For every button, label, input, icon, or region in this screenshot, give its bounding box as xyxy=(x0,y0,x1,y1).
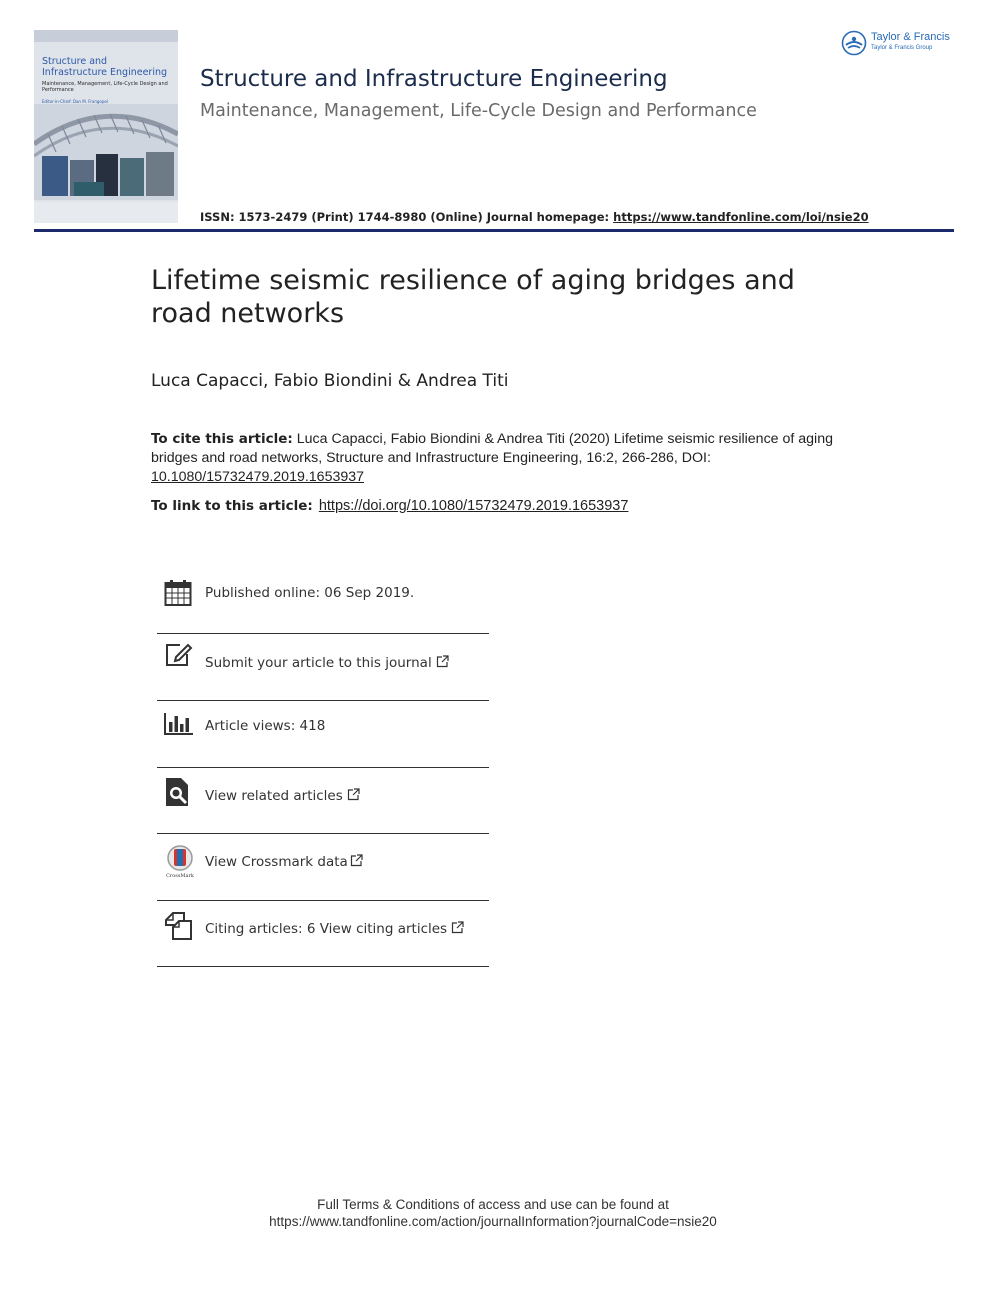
cover-subtitle: Maintenance, Management, Life-Cycle Design and Performance xyxy=(42,81,168,93)
footer xyxy=(0,1196,986,1230)
crossmark-row[interactable] xyxy=(157,842,489,882)
cover-photo xyxy=(34,104,178,200)
publisher-logo-icon xyxy=(841,30,867,56)
row-divider xyxy=(157,833,489,834)
row-divider xyxy=(157,767,489,768)
cover-editor: Editor-in-Chief: Dan M. Frangopol xyxy=(42,99,108,104)
publisher-name: Taylor & Francis xyxy=(871,31,950,43)
journal-subtitle: Maintenance, Management, Life-Cycle Design and Performance xyxy=(200,101,757,121)
article-doi-link[interactable]: https://doi.org/10.1080/15732479.2019.1653937 xyxy=(318,498,629,514)
journal-title: Structure and Infrastructure Engineering xyxy=(200,66,668,92)
article-link-lead: To link to this article: xyxy=(151,498,313,514)
issn-line xyxy=(200,210,869,224)
row-divider xyxy=(157,966,489,967)
journal-cover xyxy=(34,30,178,223)
issn-text: ISSN: 1573-2479 (Print) 1744-8980 (Online) Journal homepage: xyxy=(200,210,614,224)
crossmark-label: View Crossmark data xyxy=(205,854,348,870)
article-authors: Luca Capacci, Fabio Biondini & Andrea Titi xyxy=(151,371,509,391)
related-articles-link[interactable] xyxy=(205,788,360,804)
external-link-icon xyxy=(350,854,363,867)
row-divider xyxy=(157,700,489,701)
submit-article-label: Submit your article to this journal xyxy=(205,655,432,671)
journal-homepage-link[interactable]: https://www.tandfonline.com/loi/nsie20 xyxy=(613,210,869,224)
external-link-icon xyxy=(436,655,449,668)
citing-articles-link[interactable] xyxy=(205,921,464,937)
cover-top-strip xyxy=(34,30,178,42)
publisher-logo xyxy=(841,30,955,56)
citation-block xyxy=(151,430,841,487)
crossmark-icon xyxy=(165,845,195,879)
crossmark-link[interactable] xyxy=(205,854,363,870)
citation-text: Luca Capacci, Fabio Biondini & Andrea Titi (2020) Lifetime seismic resilience of aging bridges and road networks, Structure and Infrastructure Engineering, 16:2, 266-286, DOI: xyxy=(151,431,833,466)
external-link-icon xyxy=(347,788,360,801)
bar-chart-icon xyxy=(164,712,194,736)
footer-terms-text: Full Terms & Conditions of access and use can be found at xyxy=(317,1197,669,1212)
citation-lead: To cite this article: xyxy=(151,431,293,447)
article-views: Article views: 418 xyxy=(205,718,326,734)
article-title: Lifetime seismic resilience of aging bridges and road networks xyxy=(151,265,795,329)
cover-title: Structure and Infrastructure Engineering xyxy=(42,56,168,78)
edit-icon xyxy=(164,642,194,668)
publisher-group: Taylor & Francis Group xyxy=(871,45,933,51)
citing-articles-row[interactable] xyxy=(157,909,489,949)
published-row xyxy=(157,576,489,610)
citing-articles-icon xyxy=(164,911,194,941)
article-link-block xyxy=(151,498,628,514)
footer-terms-link[interactable]: https://www.tandfonline.com/action/journalInformation?journalCode=nsie20 xyxy=(269,1214,717,1229)
submit-article-row[interactable] xyxy=(157,642,489,682)
svg-text:CrossMark: CrossMark xyxy=(166,873,194,879)
external-link-icon xyxy=(451,921,464,934)
header-divider xyxy=(34,229,954,232)
related-articles-row[interactable] xyxy=(157,776,489,816)
calendar-icon xyxy=(164,579,192,607)
cover-bottom-strip xyxy=(34,202,178,223)
row-divider xyxy=(157,900,489,901)
submit-article-link[interactable] xyxy=(205,655,449,671)
document-search-icon xyxy=(164,777,192,807)
article-views-row xyxy=(157,710,489,744)
row-divider xyxy=(157,633,489,634)
published-date: Published online: 06 Sep 2019. xyxy=(205,585,415,601)
citing-articles-label: Citing articles: 6 View citing articles xyxy=(205,921,448,937)
related-articles-label: View related articles xyxy=(205,788,343,804)
citation-doi-link[interactable]: 10.1080/15732479.2019.1653937 xyxy=(151,469,365,485)
